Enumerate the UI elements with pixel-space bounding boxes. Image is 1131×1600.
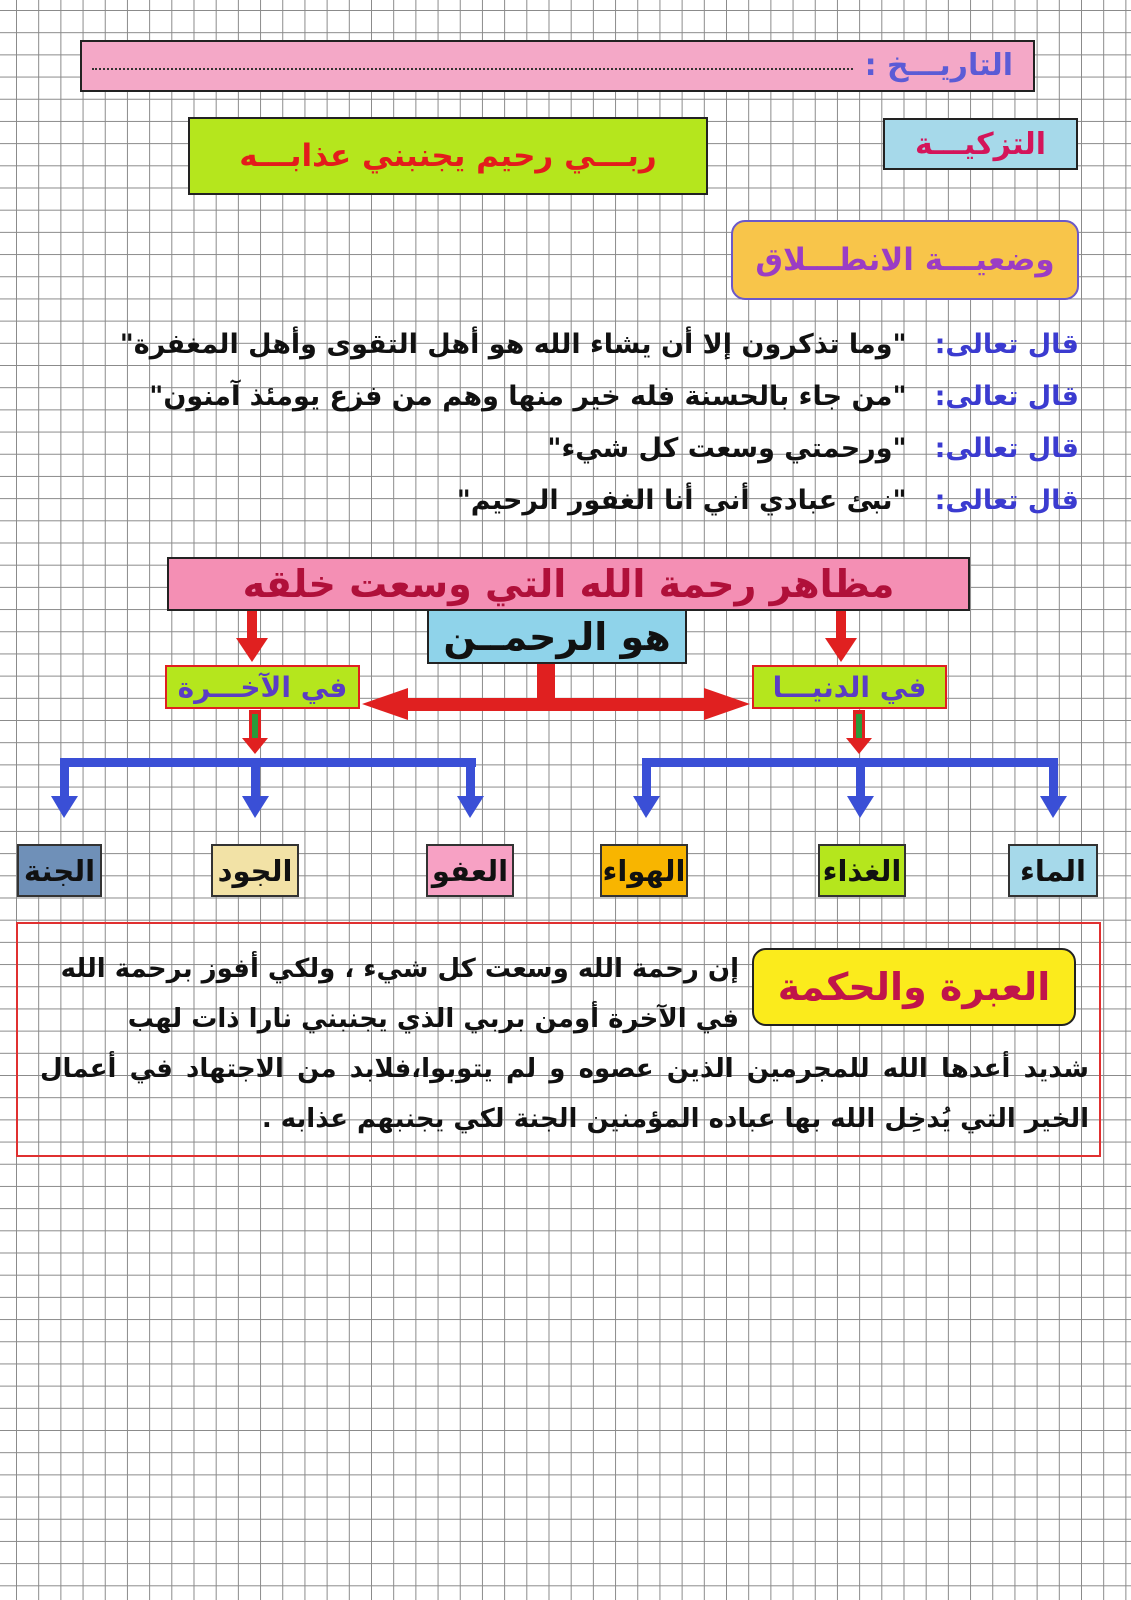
verse-label: قال تعالى: <box>934 484 1079 516</box>
leaf-generosity: الجود <box>211 844 299 897</box>
verse-text: "ورحمتي وسعت كل شيء" <box>547 432 907 464</box>
leaf-paradise: الجنة <box>17 844 102 897</box>
lesson-rest: شديد أعدها الله للمجرمين الذين عصوه و لم يتوبوا،فلابد من الاجتهاد في أعمال الخير التي يُدخِل الله بها عباده المؤمنين الجنة لكي يجنبهم عذابه . <box>40 1054 1089 1134</box>
verse-text: "من جاء بالحسنة فله خير منها وهم من فزع يومئذ آمنون" <box>149 380 907 412</box>
branch-dunya: في الدنيـــا <box>752 665 947 709</box>
lesson-title-badge: العبرة والحكمة <box>752 948 1076 1026</box>
verse-label: قال تعالى: <box>934 328 1079 360</box>
diagram-title: مظاهر رحمة الله التي وسعت خلقه <box>167 557 970 611</box>
section-label: التزكيـــة <box>883 118 1078 170</box>
lesson-line-2: في الآخرة أومن بربي الذي يجنبني نارا ذات لهب <box>127 1004 739 1034</box>
intro-label: وضعيـــة الانطـــلاق <box>731 220 1079 300</box>
leaf-water: الماء <box>1008 844 1098 897</box>
branch-akhira: في الآخـــرة <box>165 665 360 709</box>
verse-text: "وما تذكرون إلا أن يشاء الله هو أهل التقوى وأهل المغفرة" <box>119 328 907 360</box>
leaf-forgiveness: العفو <box>426 844 514 897</box>
lesson-title: ربـــي رحيم يجنبني عذابـــه <box>188 117 708 195</box>
verse-label: قال تعالى: <box>934 380 1079 412</box>
verse-text: "نبئ عبادي أني أنا الغفور الرحيم" <box>456 484 907 516</box>
verse-label: قال تعالى: <box>934 432 1079 464</box>
leaf-air: الهواء <box>600 844 688 897</box>
lesson-line-1: إن رحمة الله وسعت كل شيء ، ولكي أفوز برحمة الله <box>60 954 739 984</box>
leaf-food: الغذاء <box>818 844 906 897</box>
date-label: التاريـــخ : <box>864 48 1013 83</box>
diagram-center: هو الرحمــن <box>427 609 687 664</box>
